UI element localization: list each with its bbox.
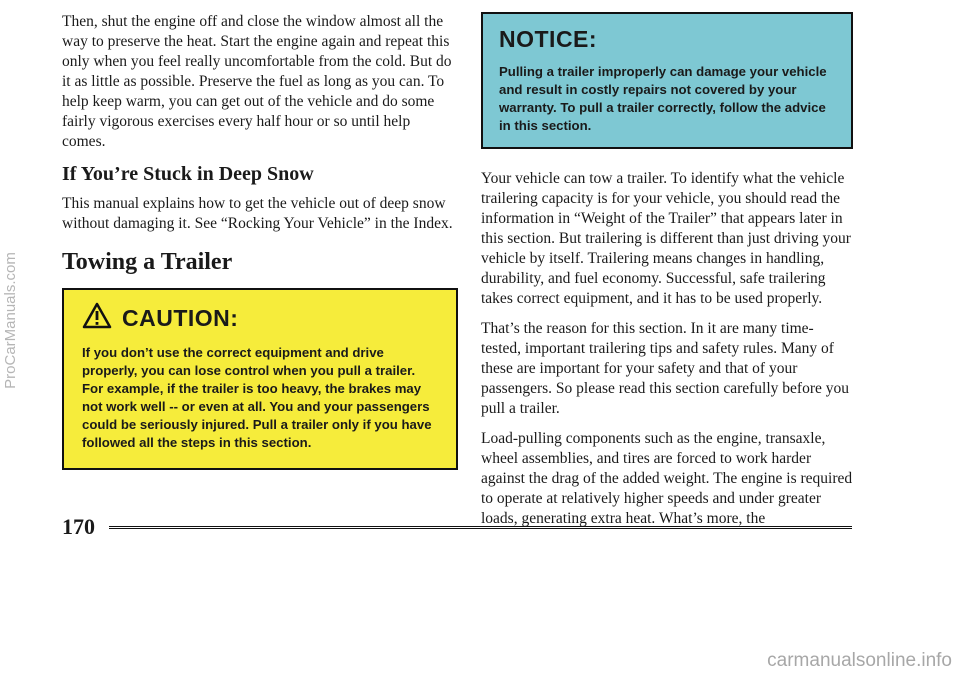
warning-triangle-icon xyxy=(82,302,112,334)
paragraph-section-reason: That’s the reason for this section. In it are many time-tested, important trailering tips and safety rules. Many of these are important for your safety and that of your passengers. So please read this section carefully before you pull a trailer. xyxy=(481,320,849,417)
caution-header xyxy=(82,302,438,334)
notice-box xyxy=(481,12,853,149)
side-watermark xyxy=(0,160,20,480)
page-footer xyxy=(62,514,852,539)
paragraph-load-pulling: Load-pulling components such as the engine, transaxle, wheel assemblies, and tires are forced to work harder against the drag of the added weight. The engine is required to operate at relatively higher speeds and under greater loads, generating extra heat. What’s more, the xyxy=(481,430,853,527)
caution-box xyxy=(62,288,458,470)
notice-title: NOTICE: xyxy=(499,26,598,52)
right-column xyxy=(481,12,853,539)
side-watermark-text: ProCarManuals.com xyxy=(1,251,19,389)
paragraph-deep-snow: This manual explains how to get the vehicle out of deep snow without damaging it. See “Rocking Your Vehicle” in the Index. xyxy=(62,195,453,232)
paragraph-preserve-heat: Then, shut the engine off and close the window almost all the way to preserve the heat. Start the engine again and repeat this only when you feel really uncomfortable from the cold. But do it as little as possible. Preserve the fuel as long as you can. To help keep warm, you can get out of the vehicle and do some fairly vigorous exercises every half hour or so until help comes. xyxy=(62,13,452,150)
caution-title: CAUTION: xyxy=(122,304,239,331)
caution-text: If you don’t use the correct equipment and drive properly, you can lose control when you pull a trailer. For example, if the trailer is too heavy, the brakes may not work well -- or even at all. You and your passengers could be seriously injured. Pull a trailer only if you have followed all the steps in this section. xyxy=(82,345,432,450)
left-column xyxy=(62,12,456,470)
heading-stuck-in-snow: If You’re Stuck in Deep Snow xyxy=(62,163,314,185)
paragraph-tow-capacity: Your vehicle can tow a trailer. To identify what the vehicle trailering capacity is for your vehicle, you should read the information in “Weight of the Trailer” that appears later in this section. But trailering is different than just driving your vehicle by itself. Trailering means changes in handling, durability, and fuel economy. Successful, safe trailering takes correct equipment, and it has to be used properly. xyxy=(481,170,851,307)
page-number: 170 xyxy=(62,514,95,539)
bottom-watermark: carmanualsonline.info xyxy=(767,650,952,671)
footer-rule xyxy=(109,526,852,529)
notice-text: Pulling a trailer improperly can damage your vehicle and result in costly repairs not covered by your warranty. To pull a trailer correctly, follow the advice in this section. xyxy=(499,64,827,133)
heading-towing-trailer: Towing a Trailer xyxy=(62,249,233,275)
